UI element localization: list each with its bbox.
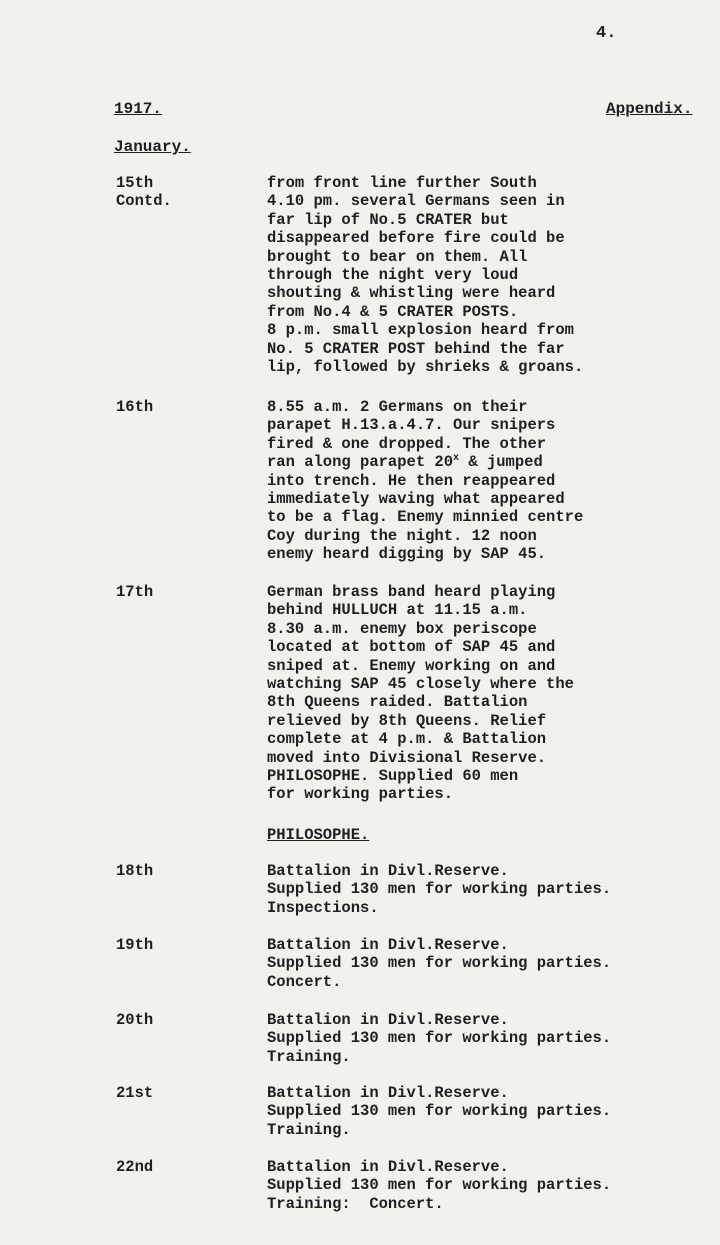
entry-text: Battalion in Divl.Reserve. Supplied 130 men for working parties. Training. xyxy=(267,1084,612,1139)
year-heading: 1917. xyxy=(114,100,163,118)
entry-text: Battalion in Divl.Reserve. Supplied 130 men for working parties. Concert. xyxy=(267,936,612,991)
entry-text: Battalion in Divl.Reserve. Supplied 130 men for working parties. Training. xyxy=(267,1011,612,1066)
entry-date: 16th xyxy=(116,398,154,416)
entry-date: 18th xyxy=(116,862,154,880)
entry-date: 22nd xyxy=(116,1158,154,1176)
entry-date: 21st xyxy=(116,1084,154,1102)
entry-date: 15th Contd. xyxy=(116,174,172,211)
appendix-heading: Appendix. xyxy=(606,100,693,118)
entry-date: 20th xyxy=(116,1011,154,1029)
location-heading: PHILOSOPHE. xyxy=(267,826,370,844)
month-heading: January. xyxy=(114,138,191,156)
entry-text: 8.55 a.m. 2 Germans on their parapet H.13.a.4.7. Our snipers fired & one dropped. The other ran along parapet 20$^x$ & jumped into trench. He then reappeared immediately waving what appeared to be a flag. Enemy minnied centre Coy during the night. 12 noon enemy heard digging by SAP 45. xyxy=(267,398,584,564)
page-number: 4. xyxy=(596,24,617,43)
entry-text: from front line further South 4.10 pm. several Germans seen in far lip of No.5 CRATER but disappeared before fire could be brought to bear on them. All through the night very loud shouting & whistling were heard from No.4 & 5 CRATER POSTS. 8 p.m. small explosion heard from No. 5 CRATER POST behind the far lip, followed by shrieks & groans. xyxy=(267,174,584,377)
entry-date: 19th xyxy=(116,936,154,954)
entry-date: 17th xyxy=(116,583,154,601)
entry-text: Battalion in Divl.Reserve. Supplied 130 men for working parties. Training: Concert. xyxy=(267,1158,612,1213)
entry-text: Battalion in Divl.Reserve. Supplied 130 men for working parties. Inspections. xyxy=(267,862,612,917)
entry-text: German brass band heard playing behind HULLUCH at 11.15 a.m. 8.30 a.m. enemy box periscope located at bottom of SAP 45 and sniped at. Enemy working on and watching SAP 45 closely where the 8th Queens raided. Battalion relieved by 8th Queens. Relief complete at 4 p.m. & Battalion moved into Divisional Reserve. PHILOSOPHE. Supplied 60 men for working parties. xyxy=(267,583,574,804)
